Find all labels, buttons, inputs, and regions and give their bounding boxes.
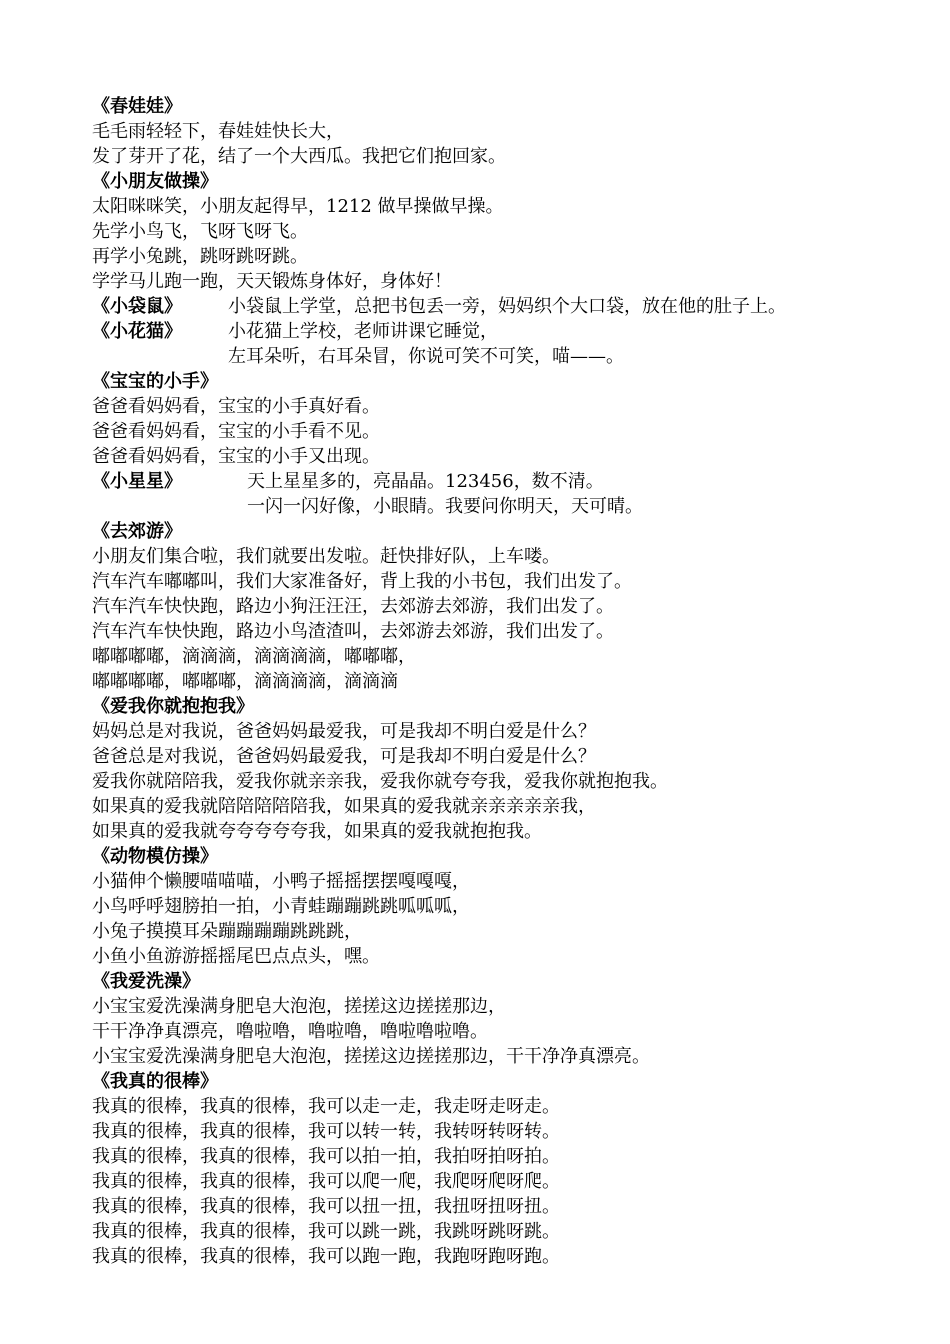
poem-line: 我真的很棒，我真的很棒，我可以转一转，我转呀转呀转。 <box>92 1121 560 1142</box>
poem-line: 我真的很棒，我真的很棒，我可以跑一跑，我跑呀跑呀跑。 <box>92 1246 560 1267</box>
poem-line: 毛毛雨轻轻下，春娃娃快长大， <box>92 121 344 142</box>
poem-line: 一闪一闪好像，小眼睛。我要问你明天，天可晴。 <box>247 496 643 517</box>
poem-line: 天上星星多的，亮晶晶。123456，数不清。 <box>247 471 604 492</box>
poem-title-huamao: 《小花猫》 <box>92 321 182 342</box>
poem-line: 我真的很棒，我真的很棒，我可以走一走，我走呀走呀走。 <box>92 1096 560 1117</box>
poem-title-zaocao: 《小朋友做操》 <box>92 171 218 192</box>
poem-title-mofang: 《动物模仿操》 <box>92 846 218 867</box>
poem-title-daishu: 《小袋鼠》 <box>92 296 182 317</box>
poem-line: 再学小兔跳，跳呀跳呀跳。 <box>92 246 308 267</box>
poem-title-jiaoyou: 《去郊游》 <box>92 521 182 542</box>
poem-line: 嘟嘟嘟嘟，滴滴滴，滴滴滴滴，嘟嘟嘟， <box>92 646 416 667</box>
poem-line: 学学马儿跑一跑，天天锻炼身体好，身体好！ <box>92 271 452 292</box>
poem-line: 小袋鼠上学堂，总把书包丢一旁，妈妈织个大口袋，放在他的肚子上。 <box>228 296 786 317</box>
poem-row-huamao <box>92 319 912 344</box>
poem-line: 小鱼小鱼游游摇摇尾巴点点头，嘿。 <box>92 946 380 967</box>
poem-line: 汽车汽车嘟嘟叫，我们大家准备好，背上我的小书包，我们出发了。 <box>92 571 632 592</box>
poem-line: 小兔子摸摸耳朵蹦蹦蹦蹦跳跳跳， <box>92 921 362 942</box>
poem-line: 爸爸看妈妈看，宝宝的小手真好看。 <box>92 396 380 417</box>
poem-line: 我真的很棒，我真的很棒，我可以扭一扭，我扭呀扭呀扭。 <box>92 1196 560 1217</box>
poem-title-xingxing: 《小星星》 <box>92 471 182 492</box>
poem-line: 小鸟呼呼翅膀拍一拍，小青蛙蹦蹦跳跳呱呱呱， <box>92 896 470 917</box>
poem-line: 爸爸看妈妈看，宝宝的小手看不见。 <box>92 421 380 442</box>
poem-title-xiaoshou: 《宝宝的小手》 <box>92 371 218 392</box>
poem-line: 汽车汽车快快跑，路边小鸟渣渣叫，去郊游去郊游，我们出发了。 <box>92 621 614 642</box>
poem-row-daishu <box>92 294 912 319</box>
poem-line: 妈妈总是对我说，爸爸妈妈最爱我，可是我却不明白爱是什么？ <box>92 721 596 742</box>
poem-line: 干干净净真漂亮，噜啦噜，噜啦噜，噜啦噜啦噜。 <box>92 1021 488 1042</box>
poem-line: 发了芽开了花，结了一个大西瓜。我把它们抱回家。 <box>92 146 506 167</box>
poem-line: 先学小鸟飞，飞呀飞呀飞。 <box>92 221 308 242</box>
poem-title-xizao: 《我爱洗澡》 <box>92 971 200 992</box>
poem-line: 我真的很棒，我真的很棒，我可以爬一爬，我爬呀爬呀爬。 <box>92 1171 560 1192</box>
poem-line: 爸爸看妈妈看，宝宝的小手又出现。 <box>92 446 380 467</box>
poem-line: 汽车汽车快快跑，路边小狗汪汪汪，去郊游去郊游，我们出发了。 <box>92 596 614 617</box>
poem-line: 小花猫上学校，老师讲课它睡觉， <box>228 321 498 342</box>
poem-line: 太阳咪咪笑，小朋友起得早，1212 做早操做早操。 <box>92 196 504 217</box>
poem-line: 小宝宝爱洗澡满身肥皂大泡泡，搓搓这边搓搓那边， <box>92 996 506 1017</box>
poem-line: 小宝宝爱洗澡满身肥皂大泡泡，搓搓这边搓搓那边，干干净净真漂亮。 <box>92 1046 650 1067</box>
poem-line: 我真的很棒，我真的很棒，我可以拍一拍，我拍呀拍呀拍。 <box>92 1146 560 1167</box>
poem-title-henbang: 《我真的很棒》 <box>92 1071 218 1092</box>
poem-line: 左耳朵听，右耳朵冒，你说可笑不可笑，喵——。 <box>228 346 624 367</box>
poem-line: 爱我你就陪陪我，爱我你就亲亲我，爱我你就夸夸我，爱我你就抱抱我。 <box>92 771 668 792</box>
poem-line: 小猫伸个懒腰喵喵喵，小鸭子摇摇摆摆嘎嘎嘎， <box>92 871 470 892</box>
poem-title-chunwawa: 《春娃娃》 <box>92 96 182 117</box>
poem-line: 嘟嘟嘟嘟，嘟嘟嘟，滴滴滴滴，滴滴滴 <box>92 671 398 692</box>
poem-line: 如果真的爱我就夸夸夸夸夸我，如果真的爱我就抱抱我。 <box>92 821 542 842</box>
poem-line: 我真的很棒，我真的很棒，我可以跳一跳，我跳呀跳呀跳。 <box>92 1221 560 1242</box>
poem-line: 爸爸总是对我说，爸爸妈妈最爱我，可是我却不明白爱是什么？ <box>92 746 596 767</box>
poem-line: 如果真的爱我就陪陪陪陪陪我，如果真的爱我就亲亲亲亲亲我， <box>92 796 596 817</box>
poem-line: 小朋友们集合啦，我们就要出发啦。赶快排好队，上车喽。 <box>92 546 560 567</box>
poem-row-xingxing <box>92 469 912 494</box>
document-page <box>92 94 912 1269</box>
poem-title-baobao: 《爱我你就抱抱我》 <box>92 696 254 717</box>
